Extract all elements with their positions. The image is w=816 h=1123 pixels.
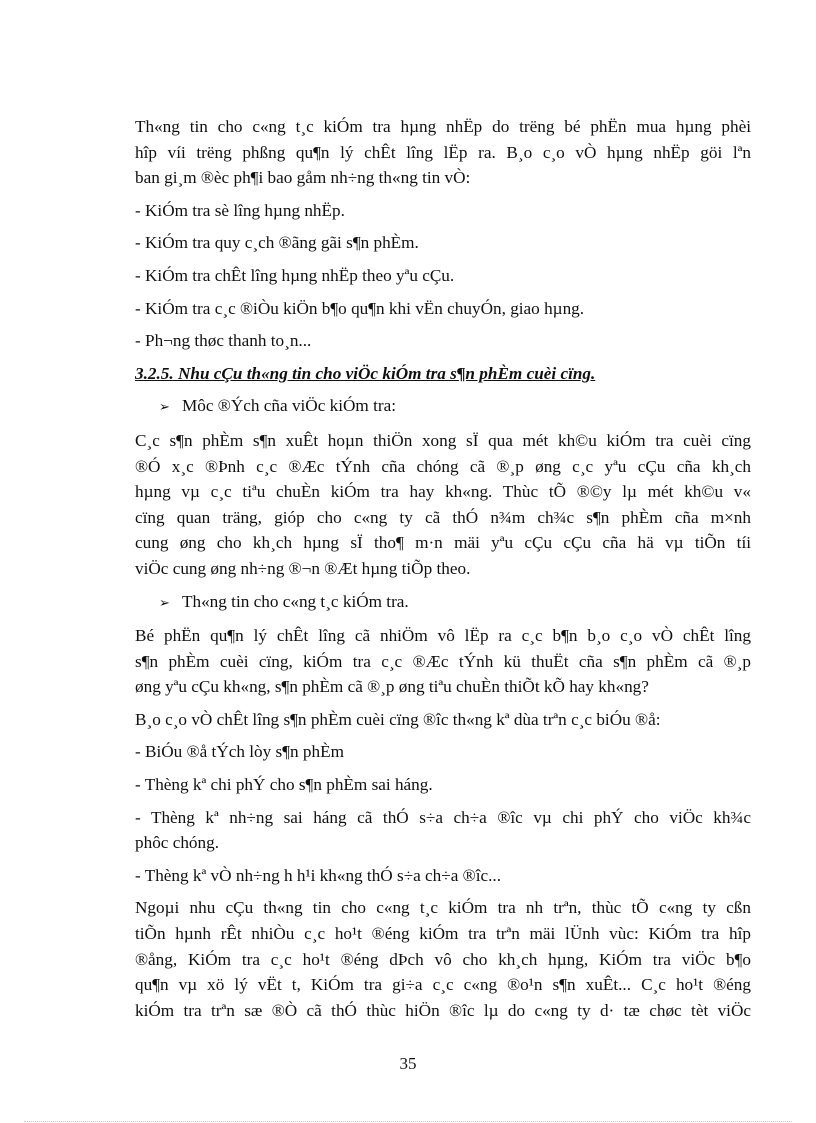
footer-divider	[24, 1121, 792, 1122]
arrow-bullet-icon: ➢	[159, 400, 170, 416]
text-line: Bé phËn qu¶n lý chÊt lîng cã nhiÖm vô lËp ra c¸c b¶n b¸o c¸o vÒ chÊt lîng	[135, 626, 751, 646]
text-line: kiÓm tra trªn sæ ®Ò cã thÓ thùc hiÖn ®îc lµ do c«ng ty d· tæ chøc tèt viÖc	[135, 1000, 751, 1020]
text-line: - Thèng kª nh÷ng sai háng cã thÓ s÷a ch÷a ®îc vµ chi phÝ cho viÖc kh¾c	[135, 807, 751, 827]
bullet-text: Môc ®Ých cña viÖc kiÓm tra:	[182, 396, 396, 416]
list-item: - KiÓm tra quy c¸ch ®ãng gãi s¶n phÈm.	[135, 233, 419, 253]
bullet-text: Th«ng tin cho c«ng t¸c kiÓm tra.	[182, 591, 409, 611]
list-item: - Thèng kª chi phÝ cho s¶n phÈm sai háng.	[135, 775, 433, 795]
text-line: Ngoµi nhu cÇu th«ng tin cho c«ng t¸c kiÓm tra nh trªn, thùc tÕ c«ng ty cßn	[135, 898, 751, 918]
text-line: Th«ng tin cho c«ng t¸c kiÓm tra hµng nhËp do trëng bé phËn mua hµng phèi	[135, 117, 751, 136]
purpose-paragraph	[135, 428, 751, 582]
bullet-item	[135, 589, 751, 617]
text-line: C¸c s¶n phÈm s¶n xuÊt hoµn thiÖn xong sÏ qua mét kh©u kiÓm tra cuèi cïng	[135, 430, 751, 450]
text-line: phôc chóng.	[135, 833, 220, 853]
text-line: ®Ó x¸c ®Þnh c¸c ®Æc tÝnh cña chóng cã ®¸p øng c¸c yªu cÇu cña kh¸ch	[135, 456, 751, 476]
closing-paragraph	[135, 895, 751, 1023]
report-paragraph: B¸o c¸o vÒ chÊt lîng s¶n phÈm cuèi cïng ®îc th«ng kª dùa trªn c¸c biÓu ®å:	[135, 709, 661, 729]
text-line: viÖc cung øng nh÷ng ®¬n ®Æt hµng tiÕp theo.	[135, 558, 471, 578]
list-item: - Ph¬ng thøc thanh to¸n...	[135, 331, 312, 351]
page-content	[135, 114, 751, 1023]
list-item	[135, 805, 751, 856]
section-heading: 3.2.5. Nhu cÇu th«ng tin cho viÖc kiÓm tra s¶n phÈm cuèi cïng.	[135, 363, 596, 383]
list-item: - BiÓu ®å tÝch lòy s¶n phÈm	[135, 742, 344, 762]
list-item: - KiÓm tra chÊt lîng hµng nhËp theo yªu cÇu.	[135, 265, 455, 285]
text-line: tiÕn hµnh rÊt nhiÒu c¸c ho¹t ®éng kiÓm tra trªn mäi lÜnh vùc: KiÓm tra hîp	[135, 924, 751, 944]
text-line: hîp víi trëng phßng qu¶n lý chÊt lîng lËp ra. B¸o c¸o vÒ hµng nhËp göi lªn	[135, 142, 751, 162]
list-item: - Thèng kª vÒ nh÷ng h h¹i kh«ng thÓ s÷a ch÷a ®îc...	[135, 865, 501, 885]
list-item: - KiÓm tra sè lîng hµng nhËp.	[135, 200, 345, 220]
text-line: s¶n phÈm cuèi cïng, kiÓm tra c¸c ®Æc tÝnh kü thuËt cña s¶n phÈm cã ®¸p	[135, 651, 751, 671]
text-line: hµng vµ c¸c tiªu chuÈn kiÓm tra hay kh«ng. Thùc tÕ ®©y lµ mét kh©u v«	[135, 482, 751, 502]
bullet-item	[135, 393, 751, 421]
quality-paragraph	[135, 623, 751, 700]
text-line: øng yªu cÇu kh«ng, s¶n phÈm cã ®¸p øng tiªu chuÈn thiÕt kÕ hay kh«ng?	[135, 677, 649, 697]
intro-paragraph	[135, 114, 751, 191]
text-line: qu¶n vµ xö lý vËt t, KiÓm tra gi÷a c¸c c«ng ®o¹n s¶n xuÊt... C¸c ho¹t ®éng	[135, 975, 751, 995]
text-line: ban gi¸m ®èc ph¶i bao gåm nh÷ng th«ng tin vÒ:	[135, 168, 471, 188]
arrow-bullet-icon: ➢	[159, 595, 170, 611]
text-line: cung øng cho kh¸ch hµng sÏ tho¶ m·n mäi yªu cÇu cÇu cña hä vµ tiÕn tíi	[135, 533, 751, 553]
page-number: 35	[399, 1054, 417, 1073]
list-item: - KiÓm tra c¸c ®iÒu kiÖn b¶o qu¶n khi vËn chuyÓn, giao hµng.	[135, 298, 585, 318]
text-line: cïng quan träng, gióp cho c«ng ty cã thÓ n¾m ch¾c s¶n phÈm cña m×nh	[135, 507, 751, 527]
text-line: ®ång, KiÓm tra c¸c ho¹t ®éng dÞch vô cho kh¸ch hµng, KiÓm tra viÖc b¶o	[135, 949, 751, 969]
